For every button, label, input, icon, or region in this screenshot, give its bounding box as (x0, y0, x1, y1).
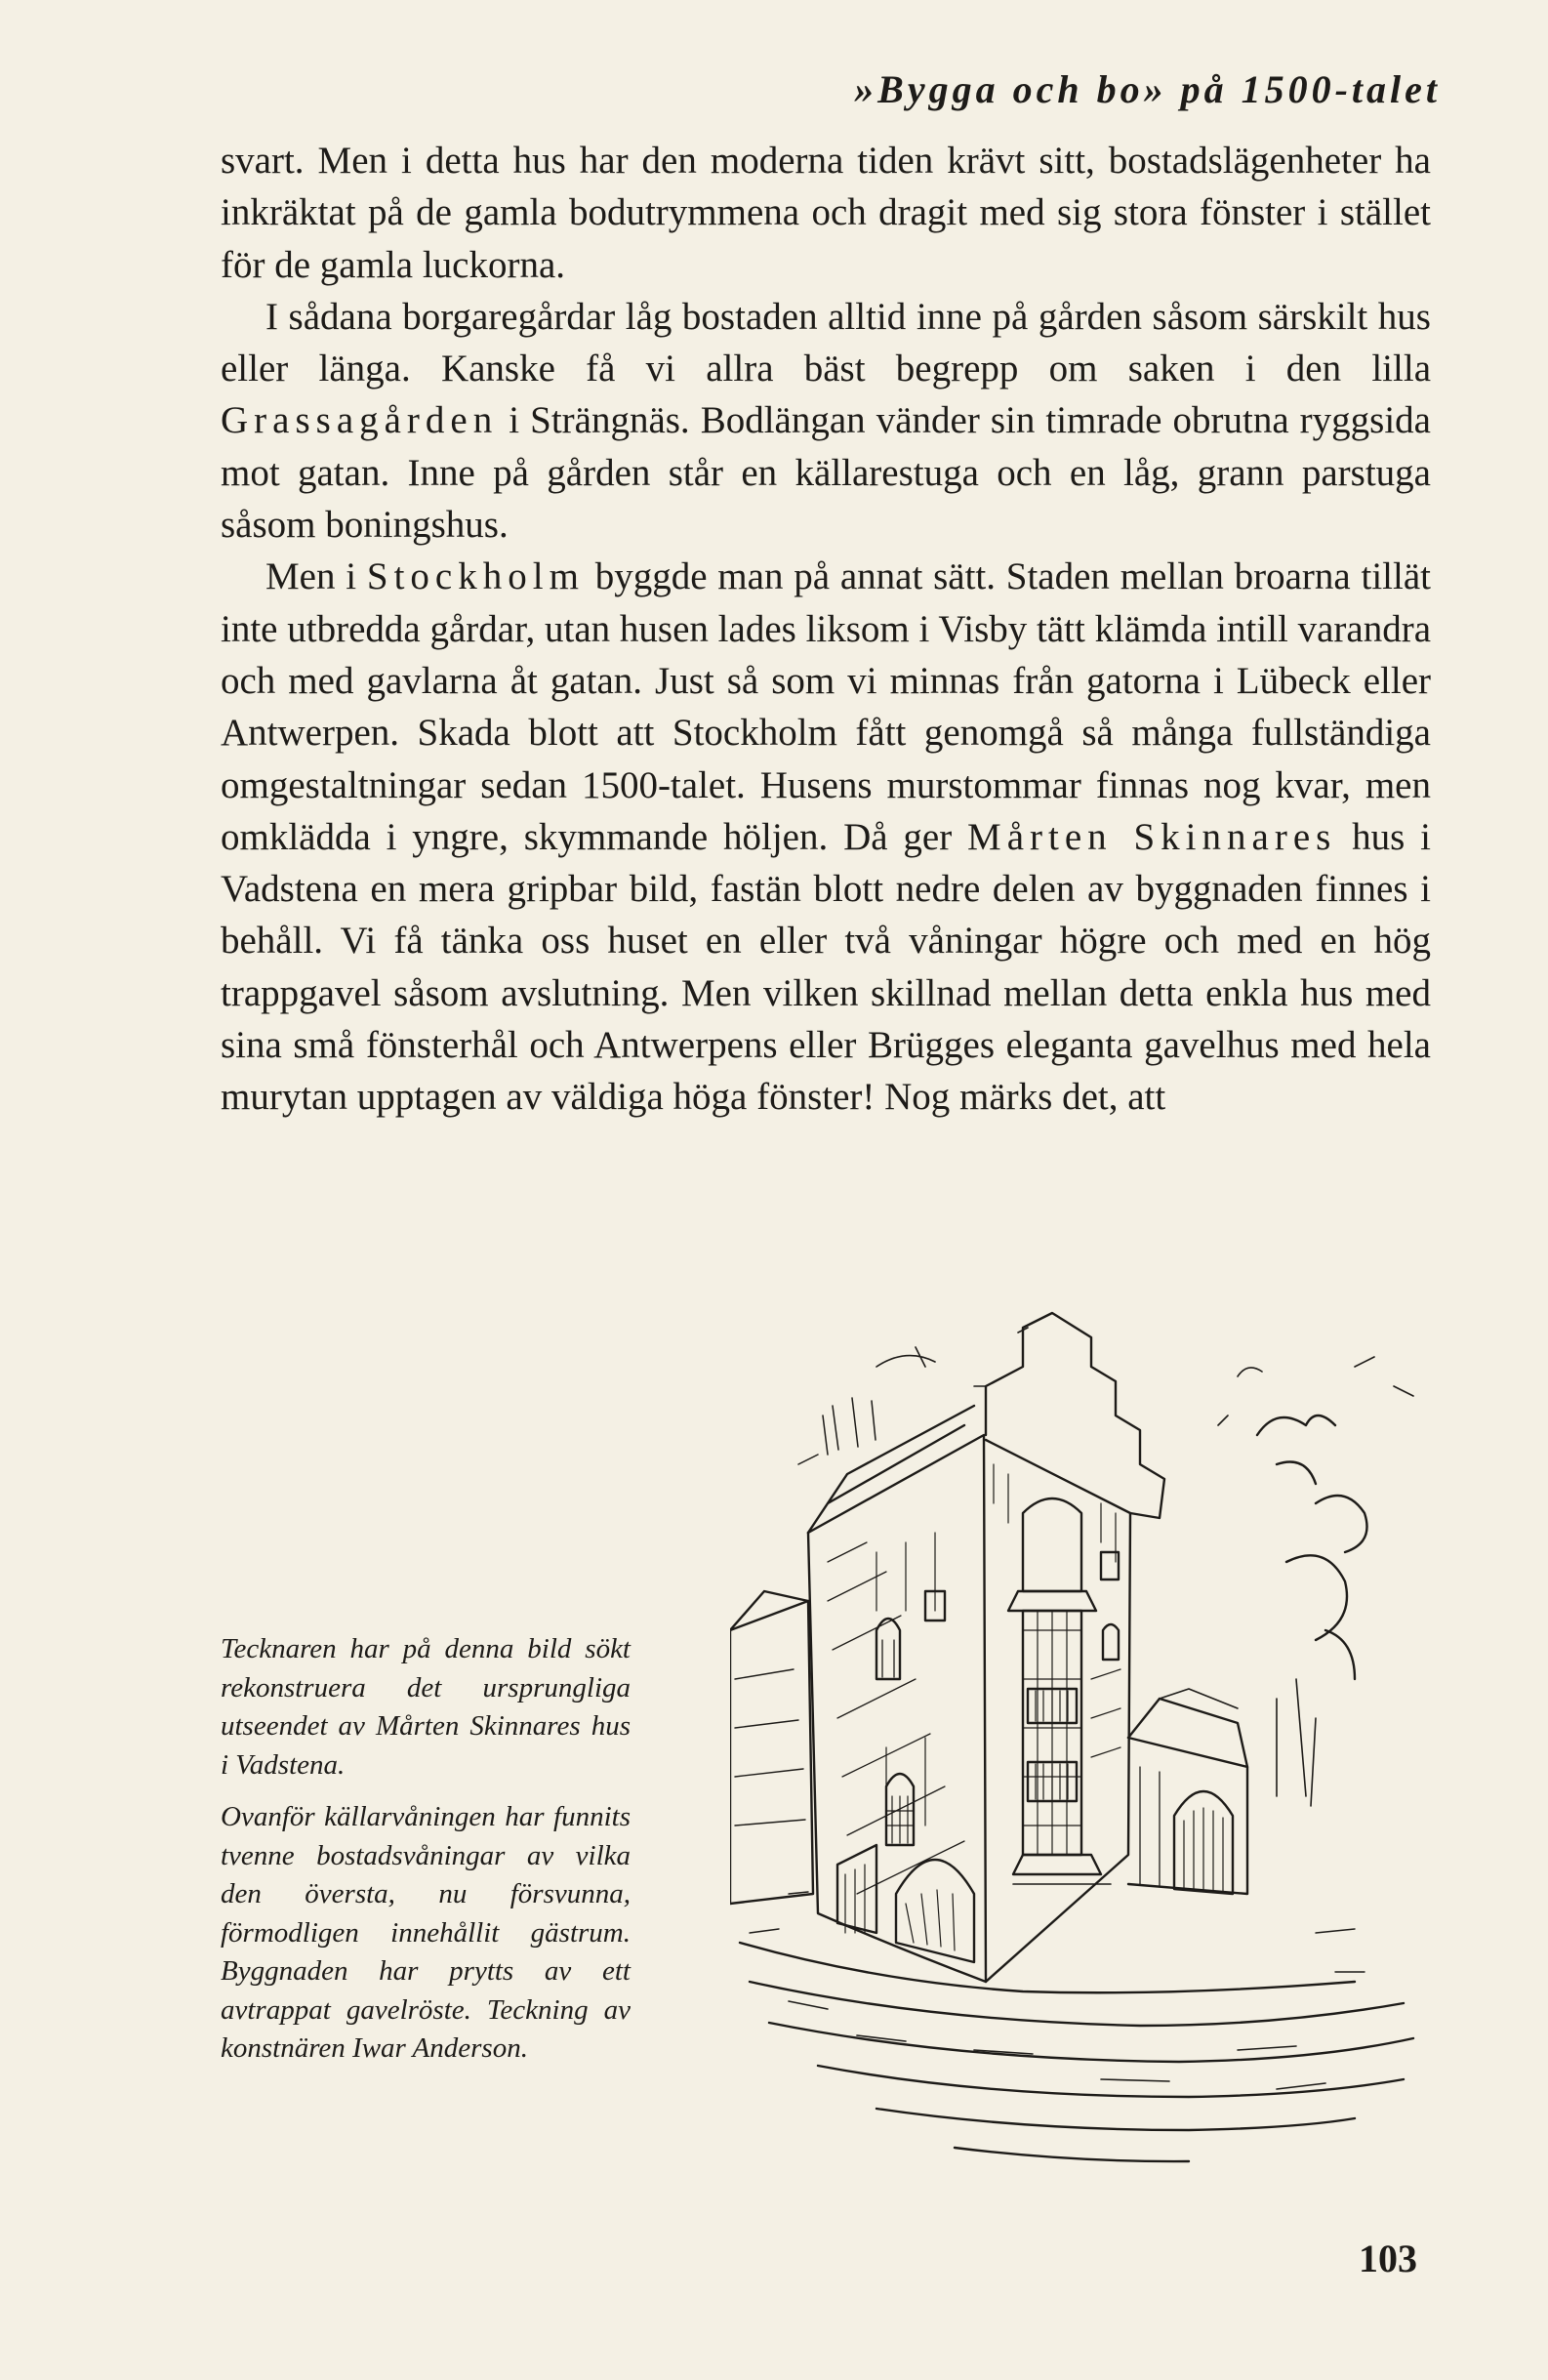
paragraph-3-part-a: Men i (265, 555, 367, 598)
house-sketch-illustration (730, 1308, 1452, 2187)
paragraph-2-part-a: I sådana borgaregårdar låg bostaden alltid inne på gården såsom särskilt hus eller länga. Kanske få vi allra bäst begrepp om saken i den lilla (221, 295, 1431, 390)
spaced-name-stockholm: Stockholm (366, 555, 585, 598)
spaced-name-grassagarden: Grassagården (221, 399, 499, 442)
paragraph-3 (221, 551, 1431, 1123)
caption-paragraph-1: Tecknaren har på denna bild sökt rekonstruera det ursprungliga utseendet av Mårten Skinnares hus i Vadstena. (221, 1633, 631, 1781)
caption-paragraph-2: Ovanför källarvåningen har funnits tvenne bostadsvåningar av vilka den översta, nu försvunna, förmodligen innehållit gästrum. Byggnaden har prytts av ett avtrappat gavelröste. Teckning av konstnären Iwar Anderson. (221, 1801, 631, 2064)
spaced-name-marten-skinnares: Mårten Skinnares (967, 815, 1337, 858)
paragraph-3-part-c: hus i Vadstena en mera gripbar bild, fastän blott nedre delen av byggnaden finnes i behåll. Vi få tänka oss huset en eller två våningar högre och med en hög trappgavel såsom avslutning. Men vilken skillnad mellan detta enkla hus med sina små fönsterhål och Antwerpens eller Brügges eleganta gavelhus med hela murytan upptagen av väldiga höga fönster! Nog märks det, att (221, 815, 1432, 1119)
paragraph-3-part-b: byggde man på annat sätt. Staden mellan broarna tillät inte utbredda gårdar, utan husen lades liksom i Visby tätt klämda intill varandra och med gavlarna åt gatan. Just så som vi minnas från gatorna i Lübeck eller Antwerpen. Skada blott att Stockholm fått genomgå så många fullständiga omgestaltningar sedan 1500-talet. Husens murstommar finnas nog kvar, men omklädda i yngre, skymmande höljen. Då ger (221, 555, 1432, 858)
paragraph-2 (221, 291, 1431, 551)
paragraph-2-part-b: i Strängnäs. Bodlängan vänder sin timrade obrutna ryggsida mot gatan. Inne på gården står en källarestuga och en låg, grann parstuga såsom boningshus. (221, 399, 1431, 547)
running-head: »Bygga och bo» på 1500-talet (854, 67, 1441, 111)
page-number: 103 (1359, 2236, 1417, 2280)
body-text (221, 135, 1431, 1124)
paragraph-1: svart. Men i detta hus har den moderna tiden krävt sitt, bostadslägenheter ha inkräktat på de gamla bodutrymmena och dragit med sig stora fönster i stället för de gamla luckorna. (221, 140, 1431, 286)
illustration-caption (221, 1630, 631, 2082)
